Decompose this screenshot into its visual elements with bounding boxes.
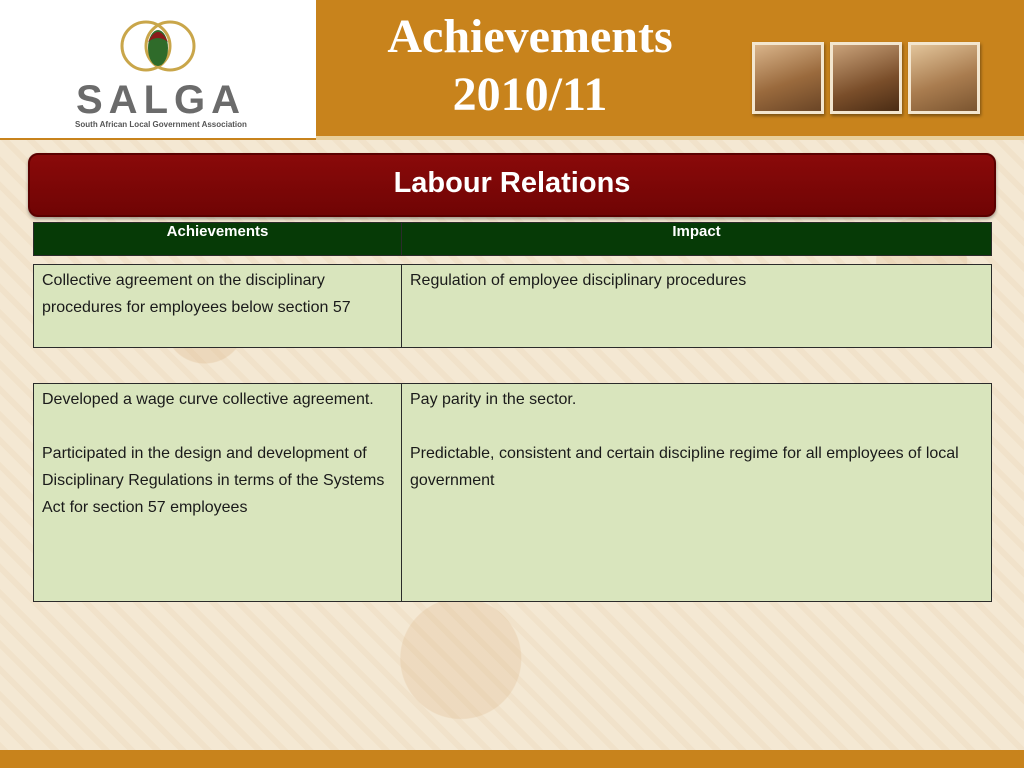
table-header xyxy=(33,222,992,256)
section-title: Labour Relations xyxy=(393,167,631,199)
section-banner xyxy=(28,153,996,217)
photo-thumbnail xyxy=(908,42,980,114)
achievement-cell xyxy=(34,384,402,602)
achievement-cell xyxy=(34,265,402,348)
logo-subtext: South African Local Government Association xyxy=(75,120,247,129)
photo-thumbnail xyxy=(830,42,902,114)
photo-thumbnail xyxy=(752,42,824,114)
title-line-2: 2010/11 xyxy=(452,68,608,121)
header-rule xyxy=(316,136,1024,140)
cell-text: Predictable, consistent and certain discipline regime for all employees of local government xyxy=(410,445,959,489)
impact-cell xyxy=(402,384,992,602)
cell-text: Collective agreement on the disciplinary procedures for employees below section 57 xyxy=(42,272,351,316)
table-row xyxy=(33,264,992,348)
column-header-achievements: Achievements xyxy=(34,223,402,256)
impact-cell xyxy=(402,265,992,348)
cell-text: Participated in the design and development of Disciplinary Regulations in terms of the Systems Act for section 57 employees xyxy=(42,445,385,516)
logo-wordmark: SALGA xyxy=(76,78,246,122)
cell-text: Regulation of employee disciplinary procedures xyxy=(410,272,747,289)
slide-title xyxy=(330,8,730,124)
logo xyxy=(0,0,316,138)
table-row xyxy=(33,383,992,602)
title-line-1: Achievements xyxy=(387,10,673,63)
cell-text: Developed a wage curve collective agreement. xyxy=(42,391,374,408)
header-band xyxy=(0,0,1024,140)
cell-text: Pay parity in the sector. xyxy=(410,391,577,408)
column-header-impact: Impact xyxy=(402,223,992,256)
footer-bar xyxy=(0,750,1024,768)
